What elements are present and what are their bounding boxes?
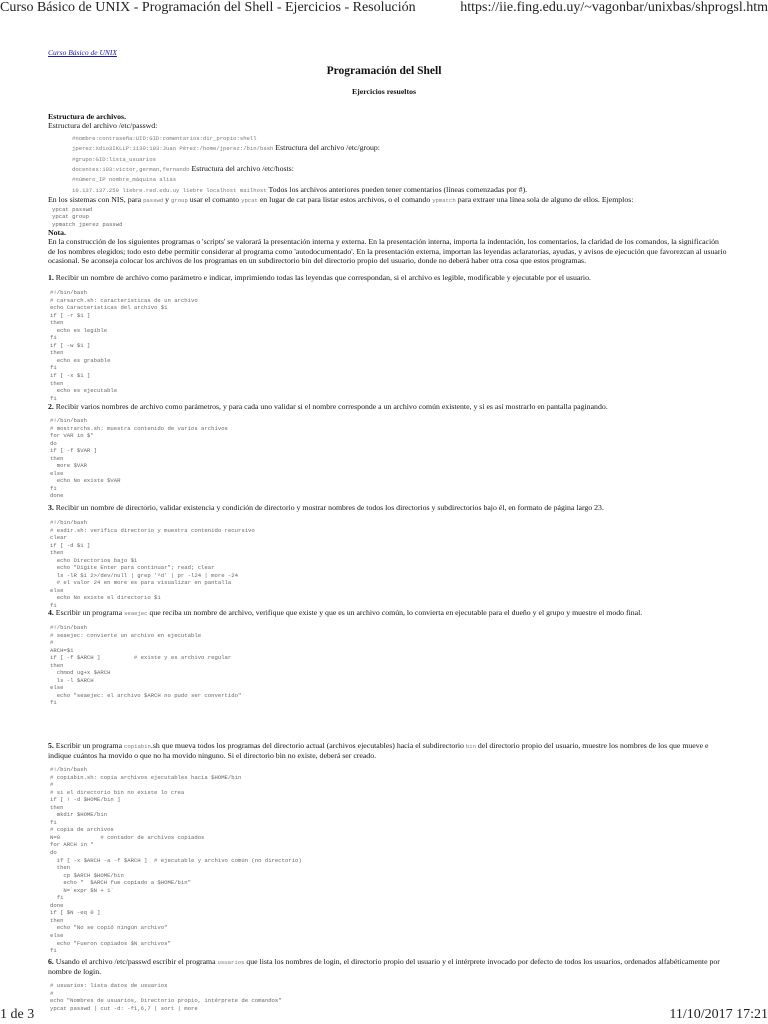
exercise-code-block bbox=[50, 624, 728, 707]
code-line: # usuarios: lista datos de usuarios bbox=[50, 982, 168, 989]
note-section bbox=[48, 228, 728, 266]
text-segment: En los sistemas con NIS, para bbox=[48, 195, 144, 205]
inline-code: passwd bbox=[143, 197, 164, 205]
code-line: echo "No se copió ningún archivo" bbox=[50, 924, 168, 932]
code-line: then bbox=[50, 864, 71, 872]
code-line: else bbox=[50, 684, 64, 692]
code-line: # mostrarchs.sh: muestra contenido de varios archivos bbox=[50, 424, 228, 432]
exercise-question bbox=[48, 503, 728, 512]
passwd-intro: Estructura del archivo /etc/passwd: bbox=[48, 121, 158, 131]
code-line: if [ -w $1 ] bbox=[50, 341, 91, 349]
text-segment: Escribir un programa bbox=[53, 608, 125, 617]
code-line: echo No existe el directorio $1 bbox=[50, 594, 161, 602]
code-line: echo es grabable bbox=[50, 356, 111, 364]
structure-line bbox=[72, 174, 728, 184]
structure-code: 10.137.137.250 liebre.red.edu.uy liebre localhost mailhost bbox=[72, 186, 267, 194]
code-line: if [ -r $1 ] bbox=[50, 311, 91, 319]
code-line: do bbox=[50, 849, 57, 857]
text-segment: del directorio propio del usuario, muestre los nombres de los que mueve e indique cuántos ha movido o que no ha movido ninguno. Si el directorio bin no existe, deberá ser creado. bbox=[48, 741, 709, 761]
text-segment: Escribir un programa bbox=[53, 741, 125, 750]
exercise-code-block bbox=[50, 417, 728, 500]
code-line: cp $ARCH $HOME/bin bbox=[50, 871, 124, 879]
text-segment: Usando el archivo /etc/passwd escribir el programa bbox=[53, 957, 218, 966]
text-segment: que lista los nombres de login, el directorio propio del usuario y el intérprete invocado por defecto de todos los usuarios, ordenados alfabéticamente por nombre de login. bbox=[48, 957, 720, 977]
print-footer-datetime: 11/10/2017 17:21 bbox=[669, 1007, 768, 1022]
code-line: echo "Digite Enter para continuar"; read; clear bbox=[50, 564, 215, 572]
structure-lines bbox=[48, 133, 728, 195]
structure-code: #número_IP nombre_máquina alias bbox=[72, 176, 177, 184]
inline-code: bin bbox=[465, 743, 476, 750]
code-line: fi bbox=[50, 699, 57, 707]
note-heading: Nota. bbox=[48, 228, 66, 237]
code-line: then bbox=[50, 661, 64, 669]
code-line: ARCH=$1 bbox=[50, 646, 74, 654]
file-structure-section bbox=[48, 112, 728, 228]
code-line: fi bbox=[50, 894, 64, 902]
exercise-number: 6. bbox=[48, 957, 54, 966]
exercise-question bbox=[48, 402, 728, 411]
exercise-question bbox=[48, 273, 728, 282]
code-line: done bbox=[50, 901, 64, 909]
code-line: # seaejec: convierte un archivo en ejecutable bbox=[50, 631, 202, 639]
code-line: then bbox=[50, 916, 64, 924]
structure-caption: Estructura del archivo /etc/group: bbox=[275, 143, 380, 153]
code-line: echo " $ARCH fue copiado a $HOME/bin" bbox=[50, 879, 191, 887]
code-line: echo No existe $VAR bbox=[50, 477, 121, 485]
code-line: then bbox=[50, 349, 64, 357]
code-line: else bbox=[50, 932, 64, 940]
code-line: if [ $N -eq 0 ] bbox=[50, 909, 101, 917]
code-line: echo es legible bbox=[50, 326, 108, 334]
exercise-code-block bbox=[50, 289, 728, 402]
structure-line bbox=[72, 143, 728, 153]
code-line: # bbox=[50, 639, 54, 647]
code-line: # copia de archivos bbox=[50, 826, 114, 834]
code-line: echo Directorios bajo $1 bbox=[50, 556, 138, 564]
structure-line bbox=[72, 154, 728, 164]
code-line: then bbox=[50, 803, 64, 811]
inline-code: copiabin bbox=[124, 743, 151, 750]
structure-code: jperez:Xdio3IKLLP:1130:103:Juan Pérez:/home/jperez:/bin/bash bbox=[72, 145, 274, 153]
exercise-question bbox=[48, 608, 728, 618]
structure-code: docentes:103:victor,german,fernando bbox=[72, 166, 190, 174]
inline-code: seaejec bbox=[124, 610, 148, 617]
structure-line bbox=[72, 133, 728, 143]
code-line: # bbox=[50, 781, 54, 789]
code-line: else bbox=[50, 586, 64, 594]
code-line: echo Caracteristicas del archivo $1 bbox=[50, 304, 168, 312]
code-line: #!/bin/bash bbox=[50, 417, 87, 424]
text-segment: para extraer una línea sola de alguno de ellos. Ejemplos: bbox=[455, 195, 634, 205]
code-line: then bbox=[50, 379, 64, 387]
nis-examples: ypcat passwd ypcat group ypmatch jperez passwd bbox=[52, 205, 123, 228]
page-title: Programación del Shell bbox=[326, 65, 442, 77]
code-line: echo es ejecutable bbox=[50, 387, 118, 395]
code-line: echo "seaejec: el archivo $ARCH no pudo ser convertido" bbox=[50, 691, 242, 699]
page-subtitle: Ejercicios resueltos bbox=[351, 87, 417, 96]
code-line: echo "Nombres de usuarios, Directorio propio, intérprete de comandos" bbox=[50, 997, 282, 1005]
code-line: fi bbox=[50, 602, 57, 610]
inline-code: group bbox=[171, 197, 188, 205]
structure-line bbox=[72, 164, 728, 174]
structure-code: #grupo:GID:lista_usuarios bbox=[72, 155, 156, 163]
print-header-url: https://iie.fing.edu.uy/~vagonbar/unixbas/shprogsl.htm bbox=[460, 0, 768, 15]
code-line: fi bbox=[50, 364, 57, 372]
code-line: then bbox=[50, 319, 64, 327]
inline-code: ypcat bbox=[241, 197, 258, 205]
code-line: fi bbox=[50, 818, 57, 826]
code-line: fi bbox=[50, 947, 57, 955]
code-line: ypcat passwd | cut -d: -f1,6,7 | sort | more bbox=[50, 1004, 198, 1012]
exercise-number: 4. bbox=[48, 608, 54, 617]
code-line: for VAR in $* bbox=[50, 432, 94, 440]
note-text: En la construcción de los siguientes programas o 'scripts' se valorará la presentación interna y externa. En la presentación interna, importa la indentación, los comentarios, la claridad de los comandos, la significación de los nombres elegidos; todo esto debe permitir considerar al programa como 'autodocumentado'. En la presentación externa, importan las leyendas aclaratorias, ayudas, y avisos de ejecución que favorezcan al usuario ocasional. Se aconseja colocar los archivos de los programas en un subdirectorio bin del directorio propio del usuario, donde no deberá haber otra cosa que estos programas. bbox=[48, 237, 727, 266]
code-line: # carsarch.sh: caracteristicas de un archivo bbox=[50, 296, 198, 304]
code-line: #!/bin/bash bbox=[50, 519, 87, 526]
code-line: if [ -d $1 ] bbox=[50, 541, 91, 549]
code-line: if [ -x $ARCH -a -f $ARCH ] # ejecutable y archivo común (no directorio) bbox=[50, 856, 302, 864]
text-segment: que reciba un nombre de archivo, verifique que existe y que es un archivo común, lo convierta en ejecutable para el dueño y el grupo y muestre el modo final. bbox=[147, 608, 643, 617]
code-line: then bbox=[50, 549, 64, 557]
code-line: ls -l $ARCH bbox=[50, 676, 94, 684]
text-segment: usar el comanto bbox=[187, 195, 242, 205]
text-segment: Recibir un nombre de directorio, validar existencia y condición de directorio y mostrar nombres de todos los directorios y subdirectorios bajo él, en formato de página largo 23. bbox=[53, 503, 604, 512]
structure-line bbox=[72, 185, 728, 195]
code-line: ls -lR $1 2>/dev/null | grep '^d' | pr -l24 | more -24 bbox=[50, 571, 238, 579]
structure-code: #nombre:contraseña:UID:GID:comentarios:dir_propio:shell bbox=[72, 134, 257, 142]
inline-code: ypmatch bbox=[432, 197, 456, 205]
code-line: fi bbox=[50, 394, 57, 402]
code-line: if [ -x $1 ] bbox=[50, 372, 91, 380]
exercise-number: 3. bbox=[48, 503, 54, 512]
text-segment: y bbox=[163, 195, 172, 205]
code-line: more $VAR bbox=[50, 462, 87, 470]
exercise-number: 2. bbox=[48, 402, 54, 411]
nis-paragraph bbox=[48, 195, 728, 205]
code-line: #!/bin/bash bbox=[50, 766, 87, 773]
code-line: for ARCH in * bbox=[50, 841, 94, 849]
code-line: # esdir.sh: verifica directorio y muestra contenido recursivo bbox=[50, 526, 255, 534]
inline-code: usuarios bbox=[217, 959, 245, 966]
exercise-number: 5. bbox=[48, 741, 54, 750]
code-line: if [ -f $VAR ] bbox=[50, 447, 97, 455]
code-line: fi bbox=[50, 334, 57, 342]
structure-caption: Todos los archivos anteriores pueden tener comentarios (líneas comenzadas por #). bbox=[268, 184, 528, 194]
course-home-link[interactable]: Curso Básico de UNIX bbox=[48, 48, 117, 57]
code-line: # el valor 24 en more es para visualizar en pantalla bbox=[50, 579, 232, 587]
code-line: # bbox=[50, 989, 54, 997]
print-header-title: Curso Básico de UNIX - Programación del Shell - Ejercicios - Resolución bbox=[0, 0, 416, 15]
code-line: clear bbox=[50, 534, 67, 542]
code-line: echo "Fueron copiados $N archivos" bbox=[50, 939, 171, 947]
text-segment: Recibir un nombre de archivo como parámetro e indicar, imprimiendo todas las leyendas que correspondan, si el archivo es legible, modificable y ejecutable por el usuario. bbox=[53, 273, 591, 282]
code-line: if [ -f $ARCH ] # existe y es archivo regular bbox=[50, 654, 232, 662]
exercise-number: 1. bbox=[48, 273, 54, 282]
code-line: else bbox=[50, 469, 64, 477]
code-line: then bbox=[50, 454, 64, 462]
code-line: #!/bin/bash bbox=[50, 624, 87, 631]
text-segment: Recibir varios nombres de archivo como parámetros, y para cada uno validar si el nombre corresponde a un archivo común existente, y si es así mostrarlo en pantalla paginando. bbox=[53, 402, 608, 411]
code-line: # copiabin.sh: copia archivos ejecutables hacia $HOME/bin bbox=[50, 773, 242, 781]
code-line: N=0 # contador de archivos copiados bbox=[50, 833, 205, 841]
exercise-code-block bbox=[50, 766, 728, 955]
code-line: N=`expr $N + 1` bbox=[50, 886, 114, 894]
code-line: mkdir $HOME/bin bbox=[50, 811, 108, 819]
code-line: # si el directorio bin no existe lo crea bbox=[50, 788, 185, 796]
print-footer-page: 1 de 3 bbox=[0, 1007, 35, 1022]
exercise-question bbox=[48, 957, 728, 977]
exercise-code-block bbox=[50, 519, 728, 610]
code-line: fi bbox=[50, 484, 57, 492]
code-line: do bbox=[50, 439, 57, 447]
code-line: chmod ug+x $ARCH bbox=[50, 669, 111, 677]
structure-caption: Estructura del archivo /etc/hosts: bbox=[191, 164, 294, 174]
text-segment: en lugar de cat para listar estos archivos, o el comando bbox=[257, 195, 433, 205]
text-segment: .sh que mueva todos los programas del directorio actual (archivos ejecutables) hacia el subdirectorio bbox=[150, 741, 466, 750]
code-line: if [ ! -d $HOME/bin ] bbox=[50, 796, 121, 804]
code-line: done bbox=[50, 492, 64, 500]
section-heading: Estructura de archivos. bbox=[48, 112, 127, 121]
exercise-code-block bbox=[50, 982, 728, 1012]
code-line: #!/bin/bash bbox=[50, 289, 87, 296]
exercise-question bbox=[48, 741, 728, 761]
